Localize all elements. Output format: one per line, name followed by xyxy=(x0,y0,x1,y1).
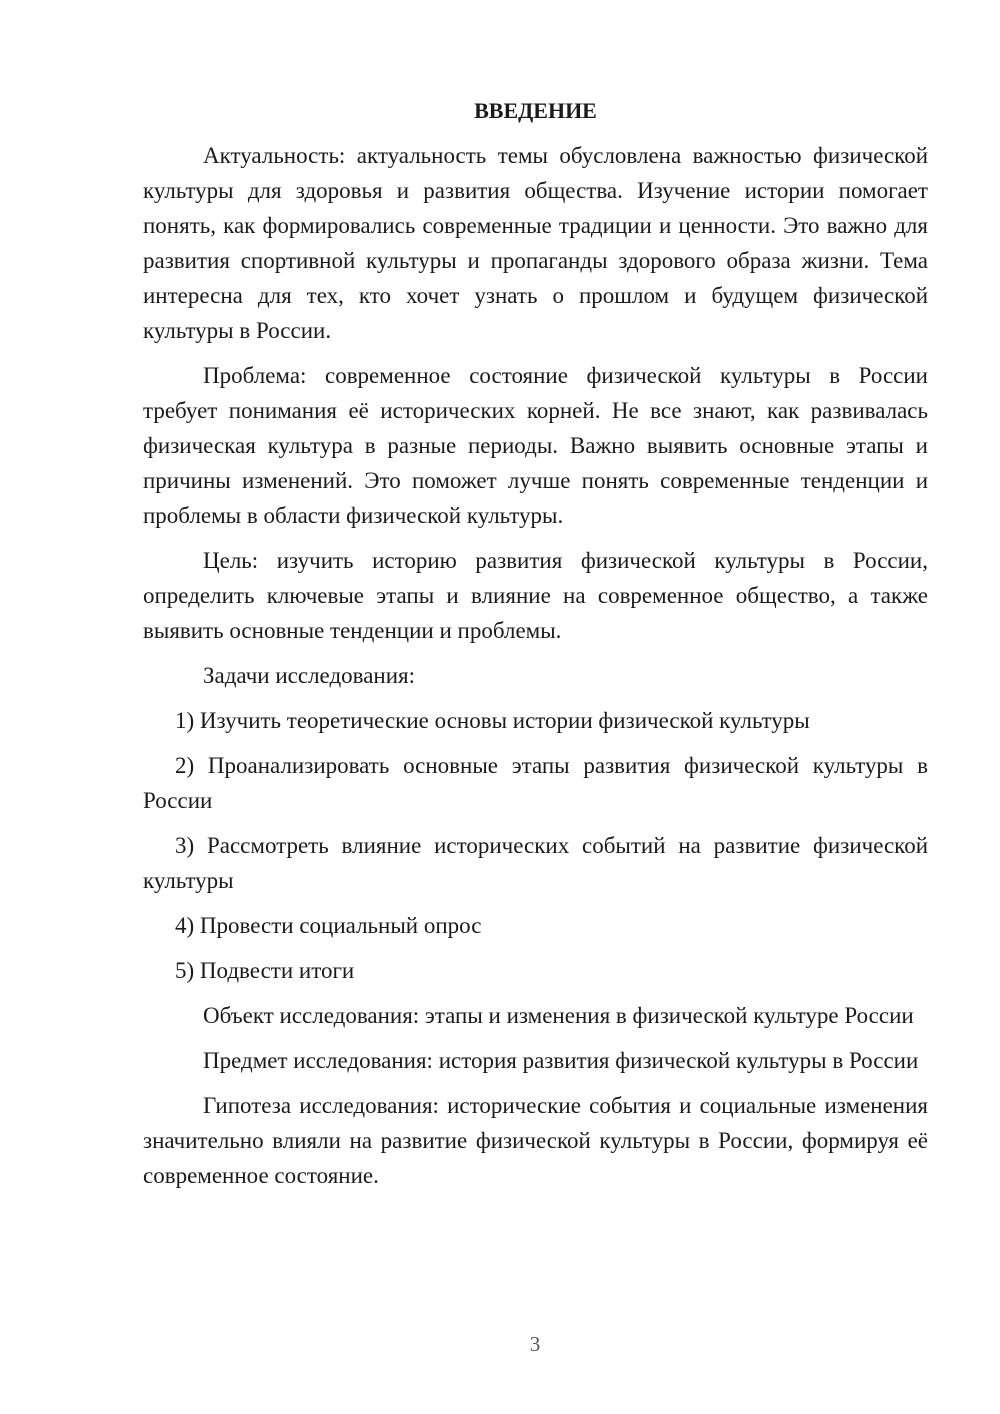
paragraph-problem: Проблема: современное состояние физической культуры в России требует понимания её исторических корней. Не все знают, как развивалась физическая культура в разные периоды. Важно выявить основные этапы и причины изменений. Это поможет лучше понять современные тенденции и проблемы в области физической культуры. xyxy=(143,363,928,528)
paragraph-hypothesis: Гипотеза исследования: исторические события и социальные изменения значительно влияли на развитие физической культуры в России, формируя её современное состояние. xyxy=(143,1093,928,1188)
task-item-3: 3) Рассмотреть влияние исторических событий на развитие физической культуры xyxy=(143,833,928,893)
task-item-1: 1) Изучить теоретические основы истории физической культуры xyxy=(175,708,810,733)
paragraph-subject: Предмет исследования: история развития физической культуры в России xyxy=(203,1048,919,1073)
page-number: 3 xyxy=(529,1332,541,1356)
tasks-title: Задачи исследования: xyxy=(203,663,416,688)
page-content xyxy=(143,96,928,1203)
task-item-2: 2) Проанализировать основные этапы развития физической культуры в России xyxy=(143,753,928,813)
section-heading: ВВЕДЕНИЕ xyxy=(474,98,597,123)
task-item-5: 5) Подвести итоги xyxy=(175,958,355,983)
paragraph-goal: Цель: изучить историю развития физической культуры в России, определить ключевые этапы и влияние на современное общество, а также выявить основные тенденции и проблемы. xyxy=(143,548,928,643)
paragraph-object: Объект исследования: этапы и изменения в физической культуре России xyxy=(203,1003,914,1028)
task-item-4: 4) Провести социальный опрос xyxy=(175,913,482,938)
paragraph-relevance: Актуальность: актуальность темы обусловлена важностью физической культуры для здоровья и развития общества. Изучение истории помогает понять, как формировались современные традиции и ценности. Это важно для развития спортивной культуры и пропаганды здорового образа жизни. Тема интересна для тех, кто хочет узнать о прошлом и будущем физической культуры в России. xyxy=(143,143,928,343)
